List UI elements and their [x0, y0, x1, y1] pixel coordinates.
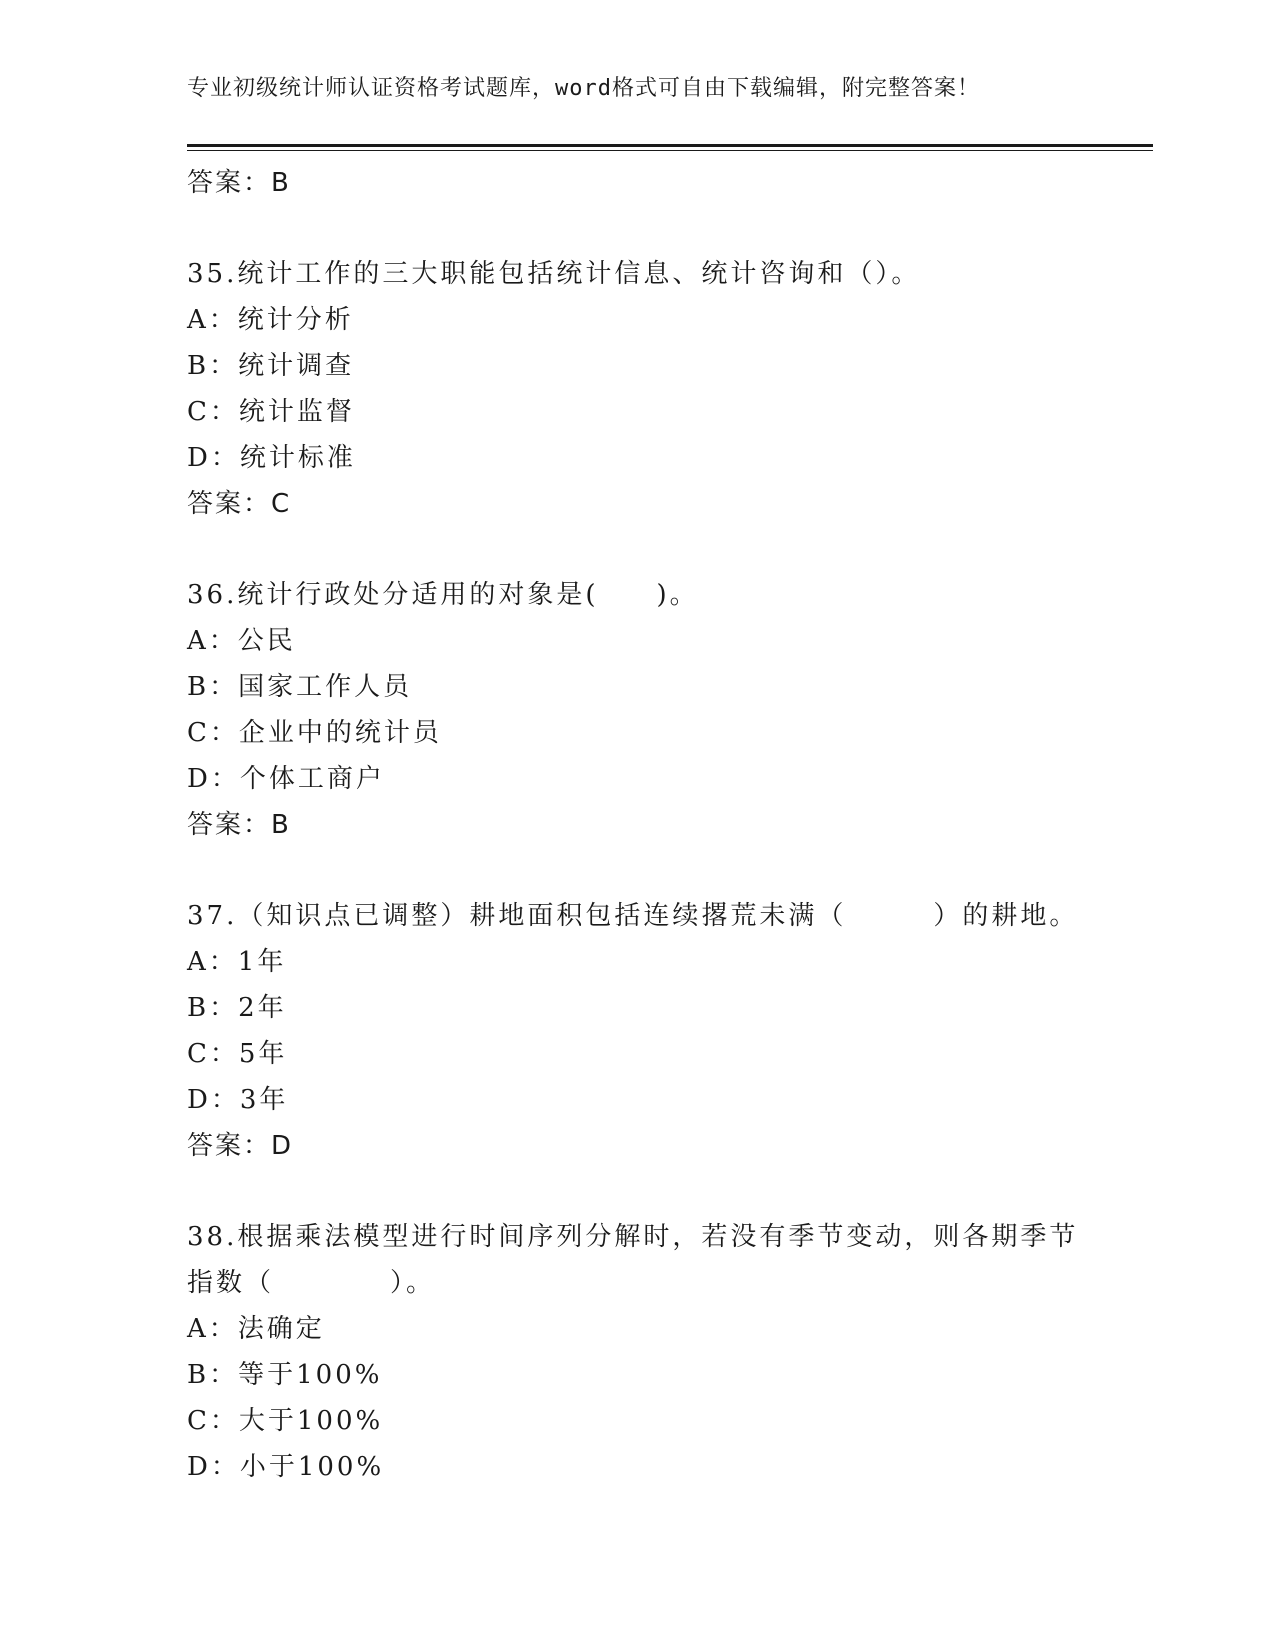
question-38	[187, 1214, 1087, 1490]
option-c: C：5年	[187, 1039, 288, 1069]
option-c: C：大于100%	[187, 1406, 384, 1436]
option-b: B：统计调查	[187, 351, 355, 381]
option-b: B：2年	[187, 993, 287, 1023]
option-d: D：小于100%	[187, 1452, 385, 1482]
option-b: B：国家工作人员	[187, 672, 413, 702]
option-d: D：统计标准	[187, 443, 356, 473]
question-stem-continued: 指数（ ）。	[187, 1268, 436, 1298]
option-a: A：公民	[187, 626, 296, 656]
option-c: C：企业中的统计员	[187, 718, 442, 748]
option-a: A：1年	[187, 947, 287, 977]
page-header: 专业初级统计师认证资格考试题库，word格式可自由下载编辑，附完整答案！	[187, 76, 980, 101]
question-stem: 38.根据乘法模型进行时间序列分解时，若没有季节变动，则各期季节	[187, 1222, 1079, 1252]
answer: 答案：C	[187, 489, 292, 519]
option-a: A：法确定	[187, 1314, 325, 1344]
question-36	[187, 572, 1087, 848]
answer: 答案：D	[187, 1131, 294, 1161]
question-35	[187, 251, 1087, 527]
question-stem: 37.（知识点已调整）耕地面积包括连续撂荒未满（ ）的耕地。	[187, 901, 1079, 931]
answer: 答案：B	[187, 810, 291, 840]
question-stem: 35.统计工作的三大职能包括统计信息、统计咨询和（）。	[187, 259, 921, 289]
question-stem: 36.统计行政处分适用的对象是( )。	[187, 580, 699, 610]
header-rule-thin	[187, 150, 1153, 151]
option-d: D：个体工商户	[187, 764, 385, 794]
option-d: D：3年	[187, 1085, 289, 1115]
question-37	[187, 893, 1087, 1169]
option-a: A：统计分析	[187, 305, 354, 335]
question-list	[187, 160, 1087, 1490]
option-c: C：统计监督	[187, 397, 355, 427]
previous-answer: 答案：B	[187, 168, 291, 198]
option-b: B：等于100%	[187, 1360, 383, 1390]
header-rule-thick	[187, 144, 1153, 147]
